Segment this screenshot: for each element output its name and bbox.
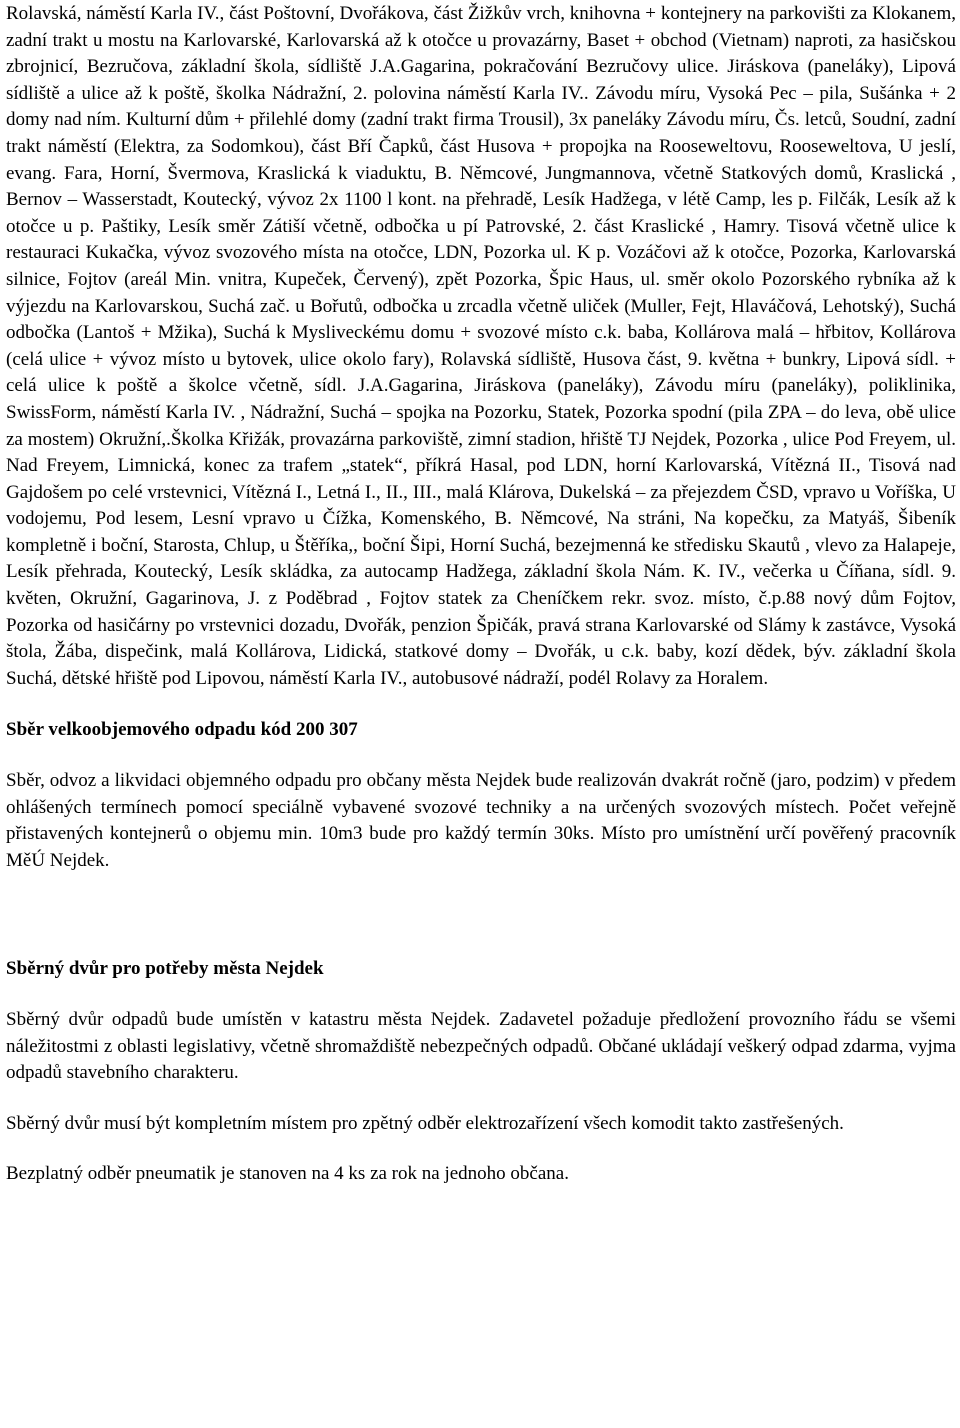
collection-yard-heading: Sběrný dvůr pro potřeby města Nejdek — [6, 958, 324, 980]
tyres-paragraph: Bezplatný odběr pneumatik je stanoven na 4 ks za rok na jednoho občana. — [6, 1163, 569, 1185]
electronics-paragraph: Sběrný dvůr musí být kompletním místem pro zpětný odběr elektrozařízení všech komodit takto zastřešených. — [6, 1112, 844, 1134]
bulky-waste-heading: Sběr velkoobjemového odpadu kód 200 307 — [6, 719, 358, 741]
bulky-waste-paragraph: Sběr, odvoz a likvidaci objemného odpadu pro občany města Nejdek bude realizován dvakrát ročně (jaro, podzim) v předem ohlášených termínech pomocí speciálně vybavené svozové techniky a na určených svozových místech. Počet veřejně přistavených kontejnerů o objemu min. 10m3 bude pro každý termín 30ks. Místo pro umístnění určí pověřený pracovník MěÚ Nejdek. — [6, 770, 956, 871]
document-page — [6, 0, 956, 1188]
collection-route-paragraph: Rolavská, náměstí Karla IV., část Poštovní, Dvořákova, část Žižkův vrch, knihovna + kontejnery na parkovišti za Klokanem, zadní trakt u mostu na Karlovarské, Karlovarská až k otočce u provazárny, Baset + obchod (Vietnam) naproti, za hasičskou zbrojnicí, Bezručova, základní škola, sídliště J.A.Gagarina, pokračování Bezručovy ulice. Jiráskova (paneláky), Lipová sídliště a ulice až k poště, školka Nádražní, 2. polovina náměstí Karla IV.. Závodu míru, Vysoká Pec – pila, Sušánka + 2 domy nad ním. Kulturní dům + přilehlé domy (zadní trakt firma Trousil), 3x paneláky Závodu míru, Čs. letců, Soudní, zadní trakt náměstí (Elektra, za Sodomkou), část Bří Čapků, část Husova + propojka na Rooseweltovu, Rooseweltova, U jeslí, evang. Fara, Horní, Švermova, Kraslická k viaduktu, B. Němcové, Jungmannova, včetně Statkových domů, Kraslická , Bernov – Wasserstadt, Koutecký, vývoz 2x 1100 l kont. na přehradě, Lesík Hadžega, v létě Camp, les p. Filčák, Lesík až k otočce u p. Paštiky, Lesík směr Zátiší včetně, odbočka u pí Patrovské, 2. část Kraslické , Hamry. Tisová včetně ulice k restauraci Kukačka, vývoz svozového místa na otočce, LDN, Pozorka ul. K p. Vozáčovi až k otočce, Pozorka, Karlovarská silnice, Fojtov (areál Min. vnitra, Kupeček, Červený), zpět Pozorka, Špic Haus, ul. směr okolo Pozorského rybníka až k výjezdu na Karlovarskou, Suchá zač. u Bořutů, odbočka u zrcadla včetně uliček (Muller, Fejt, Hlaváčová, Lehotský), Suchá odbočka (Lantoš + Mžika), Suchá k Mysliveckému domu + svozové místo c.k. baba, Kollárova malá – hřbitov, Kollárova (celá ulice + vývoz místo u bytovek, ulice okolo fary), Rolavská sídliště, Husova část, 9. května + bunkry, Lipová sídl. + celá ulice k poště a školce včetně, sídl. J.A.Gagarina, Jiráskova (paneláky), Závodu míru (paneláky), poliklinika, SwissForm, náměstí Karla IV. , Nádražní, Suchá – spojka na Pozorku, Statek, Pozorka spodní (pila ZPA – do leva, obě ulice za mostem) Okružní,.Školka Křižák, provazárna parkoviště, zimní stadion, hřiště TJ Nejdek, Pozorka , ulice Pod Freyem, ul. Nad Freyem, Limnická, konec za trafem „statek“, příkrá Hasal, pod LDN, horní Karlovarská, Vítězná II., Tisová nad Gajdošem po celé vrstevnici, Vítězná I., Letná I., II., III., malá Klárova, Dukelská – za přejezdem ČSD, vpravo u Voříška, U vodojemu, Pod lesem, Lesní vpravo u Čížka, Komenského, B. Němcové, Na stráni, Na kopečku, za Matyáš, Šibeník kompletně i boční, Starosta, Chlup, u Štěříka,, boční Šipi, Horní Suchá, bezejmenná ke středisku Skautů , vlevo za Halapeje, Lesík přehrada, Koutecký, Lesík skládka, za autocamp Hadžega, základní škola Nám. K. IV., večerka u Číňana, sídl. 9. květen, Okružní, Gagarinova, J. z Poděbrad , Fojtov statek za Cheníčkem rekr. svoz. místo, č.p.88 nový dům Fojtov, Pozorka od hasičárny po vrstevnici dozadu, Dvořák, penzion Špičák, pravá strana Karlovarské od Slámy k zastávce, Vysoká štola, Žába, dispečink, malá Kollárova, Lidická, statkové domy – Dvořák, u c.k. baby, kozí dědek, býv. základní škola Suchá, dětské hřiště pod Lipovou, náměstí Karla IV., autobusové nádraží, podél Rolavy za Horalem. — [6, 3, 956, 689]
collection-yard-paragraph: Sběrný dvůr odpadů bude umístěn v katastru města Nejdek. Zadavetel požaduje předložení provozního řádu se všemi náležitostmi z oblasti legislativy, včetně shromaždiště nebezpečných odpadů. Občané ukládají veškerý odpad zdarma, vyjma odpadů stavebního charakteru. — [6, 1009, 956, 1084]
